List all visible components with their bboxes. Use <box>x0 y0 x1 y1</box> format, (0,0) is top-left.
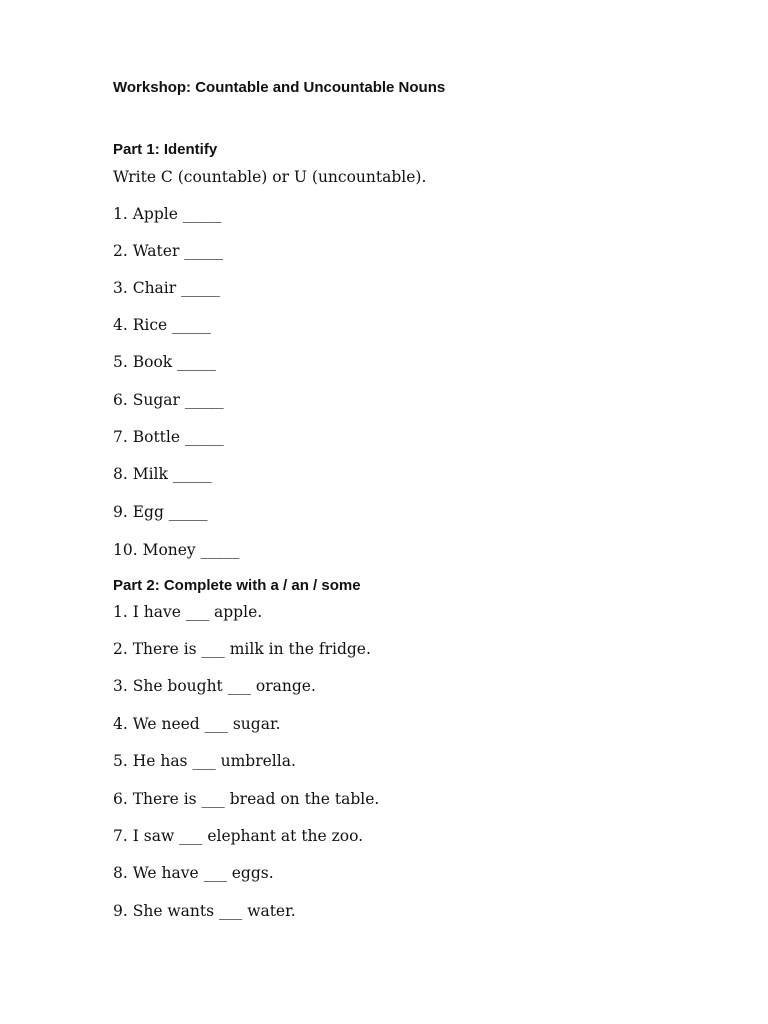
worksheet-title: Workshop: Countable and Uncountable Nouns <box>113 79 446 96</box>
part1-item: 5. Book _____ <box>113 353 216 371</box>
part1-item: 3. Chair _____ <box>113 279 220 297</box>
part1-item: 10. Money _____ <box>113 541 240 559</box>
part1-instruction: Write C (countable) or U (uncountable). <box>113 168 427 186</box>
part2-item: 8. We have ___ eggs. <box>113 864 274 882</box>
part1-item: 7. Bottle _____ <box>113 428 224 446</box>
part1-heading: Part 1: Identify <box>113 141 218 158</box>
part1-item: 8. Milk _____ <box>113 465 212 483</box>
part2-item: 6. There is ___ bread on the table. <box>113 790 380 808</box>
part2-item: 7. I saw ___ elephant at the zoo. <box>113 827 364 845</box>
part1-item: 9. Egg _____ <box>113 503 208 521</box>
part2-heading: Part 2: Complete with a / an / some <box>113 577 361 594</box>
part2-item: 5. He has ___ umbrella. <box>113 752 296 770</box>
part1-item: 6. Sugar _____ <box>113 391 224 409</box>
part2-item: 3. She bought ___ orange. <box>113 677 316 695</box>
part2-item: 4. We need ___ sugar. <box>113 715 281 733</box>
part2-item: 2. There is ___ milk in the fridge. <box>113 640 371 658</box>
part1-item: 2. Water _____ <box>113 242 224 260</box>
part2-item: 9. She wants ___ water. <box>113 902 296 920</box>
part2-item: 1. I have ___ apple. <box>113 603 263 621</box>
part1-item: 1. Apple _____ <box>113 205 222 223</box>
part1-item: 4. Rice _____ <box>113 316 211 334</box>
